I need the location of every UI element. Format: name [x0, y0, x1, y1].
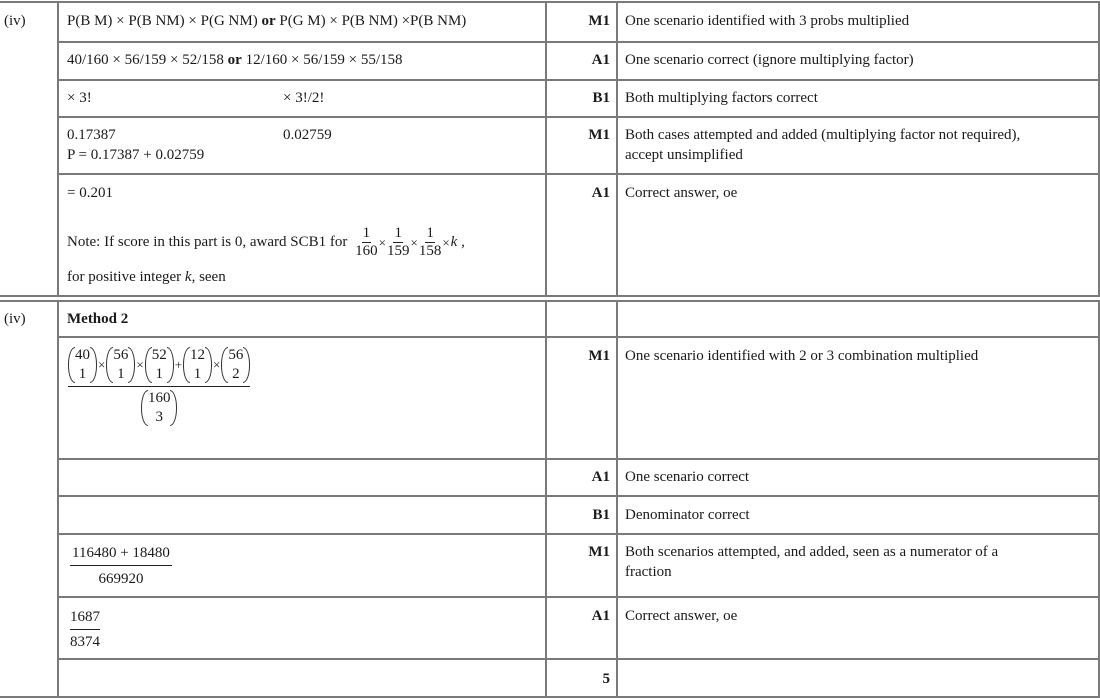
total-marks: 5 [602, 671, 610, 687]
mark-code: A1 [591, 185, 610, 201]
binomial: 40 1 [68, 346, 97, 384]
row-divider [58, 41, 1100, 43]
fraction-denominator: 8374 [70, 634, 100, 650]
fraction: $\frac{1}{158}$ [418, 225, 442, 260]
section-divider [0, 295, 1100, 297]
working-text: 40/160 × 56/159 × 52/158 [67, 52, 228, 68]
mark-code: M1 [588, 13, 610, 29]
note-line-2: for positive integer k, seen [67, 269, 226, 285]
combination-expression [68, 346, 250, 427]
binomial: 160 3 [141, 389, 178, 427]
row-divider [58, 336, 1100, 338]
binomial: 56 2 [221, 346, 250, 384]
fraction: $\frac{1}{160}$ [355, 225, 378, 260]
mark-code: M1 [588, 544, 610, 560]
sum-fraction [70, 543, 172, 589]
note: Note: If score in this part is 0, award SCB1 for $\frac{1}{160}$ × $\frac{1}{159}$ × $\frac{1}{158}$ ×k , [67, 225, 465, 260]
mark-code: B1 [592, 90, 610, 106]
guidance-text: Both scenarios attempted, and added, seen as a numerator of a [625, 544, 999, 560]
guidance-text: Both cases attempted and added (multiplying factor not required), [625, 127, 1021, 143]
fraction-denominator: 669920 [98, 571, 144, 587]
working-text: × 3! [67, 90, 92, 106]
mark-code: M1 [588, 348, 610, 364]
row-divider [0, 1, 1100, 3]
mark-code: A1 [591, 469, 610, 485]
fraction-numerator: 1687 [70, 607, 100, 630]
working-text: × 3!/2! [283, 90, 325, 106]
guidance-text: One scenario identified with 2 or 3 combination multiplied [625, 348, 979, 364]
row-divider [58, 495, 1100, 497]
row-divider [58, 79, 1100, 81]
method-heading: Method 2 [67, 311, 129, 327]
fraction: $\frac{1}{159}$ [386, 225, 410, 260]
column-divider [545, 1, 547, 297]
note-text: Note: If score in this part is 0, award SCB1 for [67, 234, 348, 250]
row-divider [58, 596, 1100, 598]
column-divider [545, 300, 547, 698]
combination-denominator [68, 387, 250, 427]
column-divider [616, 300, 618, 698]
row-divider [58, 116, 1100, 118]
part-label: (iv) [4, 13, 26, 29]
guidance-text: fraction [625, 564, 672, 580]
working-text: P(G M) × P(B NM) ×P(B NM) [275, 13, 467, 29]
guidance-text: accept unsimplified [625, 147, 743, 163]
binomial: 12 1 [183, 346, 212, 384]
working-cell [67, 12, 466, 31]
row-divider [58, 658, 1100, 660]
variable-k: k [450, 234, 458, 250]
fraction-numerator: 116480 + 18480 [70, 543, 172, 566]
working-text: 0.02759 [283, 127, 332, 143]
binomial: 52 1 [145, 346, 174, 384]
answer-fraction [70, 607, 100, 652]
working-text: P(B M) × P(B NM) × P(G NM) [67, 13, 262, 29]
guidance-text: Correct answer, oe [625, 185, 738, 201]
guidance-text: Both multiplying factors correct [625, 90, 818, 106]
guidance-text: Correct answer, oe [625, 608, 738, 624]
working-cell [67, 51, 403, 70]
row-divider [58, 533, 1100, 535]
combination-numerator: 40 1 × 56 1 × 52 1 + 12 1 × 56 2 [68, 346, 250, 387]
or-keyword: or [227, 52, 242, 68]
mark-code: B1 [592, 507, 610, 523]
guidance-text: One scenario identified with 3 probs multiplied [625, 13, 910, 29]
column-divider [57, 1, 59, 297]
guidance-text: Denominator correct [625, 507, 750, 523]
column-divider [616, 1, 618, 297]
working-text: 12/160 × 56/159 × 55/158 [241, 52, 403, 68]
or-keyword: or [261, 13, 276, 29]
mark-code: M1 [588, 127, 610, 143]
guidance-text: One scenario correct (ignore multiplying factor) [625, 52, 914, 68]
row-divider [58, 173, 1100, 175]
row-divider [0, 696, 1100, 698]
section-divider [0, 300, 1100, 302]
column-divider [57, 300, 59, 698]
mark-code: A1 [591, 52, 610, 68]
row-divider [58, 458, 1100, 460]
working-text: = 0.201 [67, 185, 113, 201]
part-label: (iv) [4, 311, 26, 327]
working-text: 0.17387 [67, 127, 116, 143]
mark-code: A1 [591, 608, 610, 624]
guidance-text: One scenario correct [625, 469, 750, 485]
binomial: 56 1 [106, 346, 135, 384]
working-text: P = 0.17387 + 0.02759 [67, 147, 205, 163]
